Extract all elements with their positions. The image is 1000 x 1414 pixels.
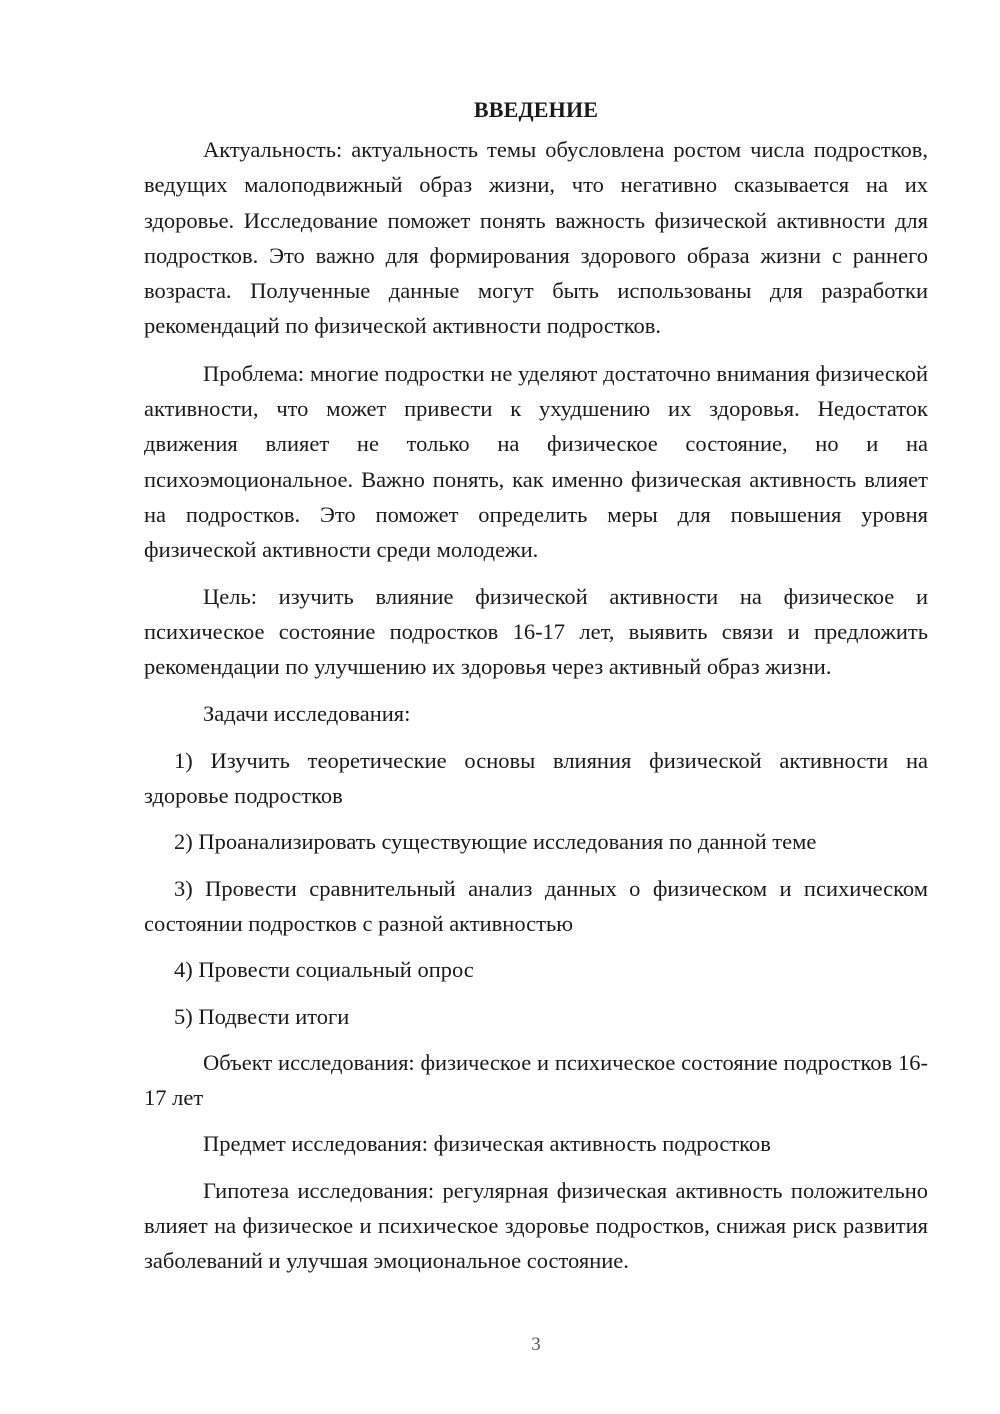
task-list	[144, 743, 928, 1034]
document-page	[144, 92, 928, 1279]
paragraph-relevance: Актуальность: актуальность темы обусловлена ростом числа подростков, ведущих малоподвижный образ жизни, что негативно сказывается на их здоровье. Исследование поможет понять важность физической активности для подростков. Это важно для формирования здорового образа жизни с раннего возраста. Полученные данные могут быть использованы для разработки рекомендаций по физической активности подростков.	[144, 137, 928, 339]
paragraph-object: Объект исследования: физическое и психическое состояние подростков 16-17 лет	[144, 1049, 928, 1111]
paragraph-problem: Проблема: многие подростки не уделяют достаточно внимания физической активности, что может привести к ухудшению их здоровья. Недостаток движения влияет не только на физическое состояние, но и на психоэмоциональное. Важно понять, как именно физическая активность влияет на подростков. Это поможет определить меры для повышения уровня физической активности среди молодежи.	[144, 360, 928, 563]
task-item-4: 4) Провести социальный опрос	[174, 957, 474, 983]
tasks-heading: Задачи исследования:	[203, 701, 411, 727]
page-number: 3	[531, 1334, 541, 1355]
task-item-3: 3) Провести сравнительный анализ данных о физическом и психическом состоянии подростков с разной активностью	[144, 875, 928, 936]
task-item-1: 1) Изучить теоретические основы влияния физической активности на здоровье подростков	[144, 747, 928, 809]
paragraph-hypothesis: Гипотеза исследования: регулярная физическая активность положительно влияет на физическое и психическое здоровье подростков, снижая риск развития заболеваний и улучшая эмоциональное состояние.	[144, 1177, 928, 1274]
task-item-2: 2) Проанализировать существующие исследования по данной теме	[174, 829, 817, 855]
document-title: ВВЕДЕНИЕ	[473, 97, 599, 122]
task-item-5: 5) Подвести итоги	[174, 1003, 350, 1029]
paragraph-goal: Цель: изучить влияние физической активности на физическое и психическое состояние подростков 16-17 лет, выявить связи и предложить рекомендации по улучшению их здоровья через активный образ жизни.	[144, 583, 928, 680]
paragraph-subject: Предмет исследования: физическая активность подростков	[203, 1131, 771, 1157]
